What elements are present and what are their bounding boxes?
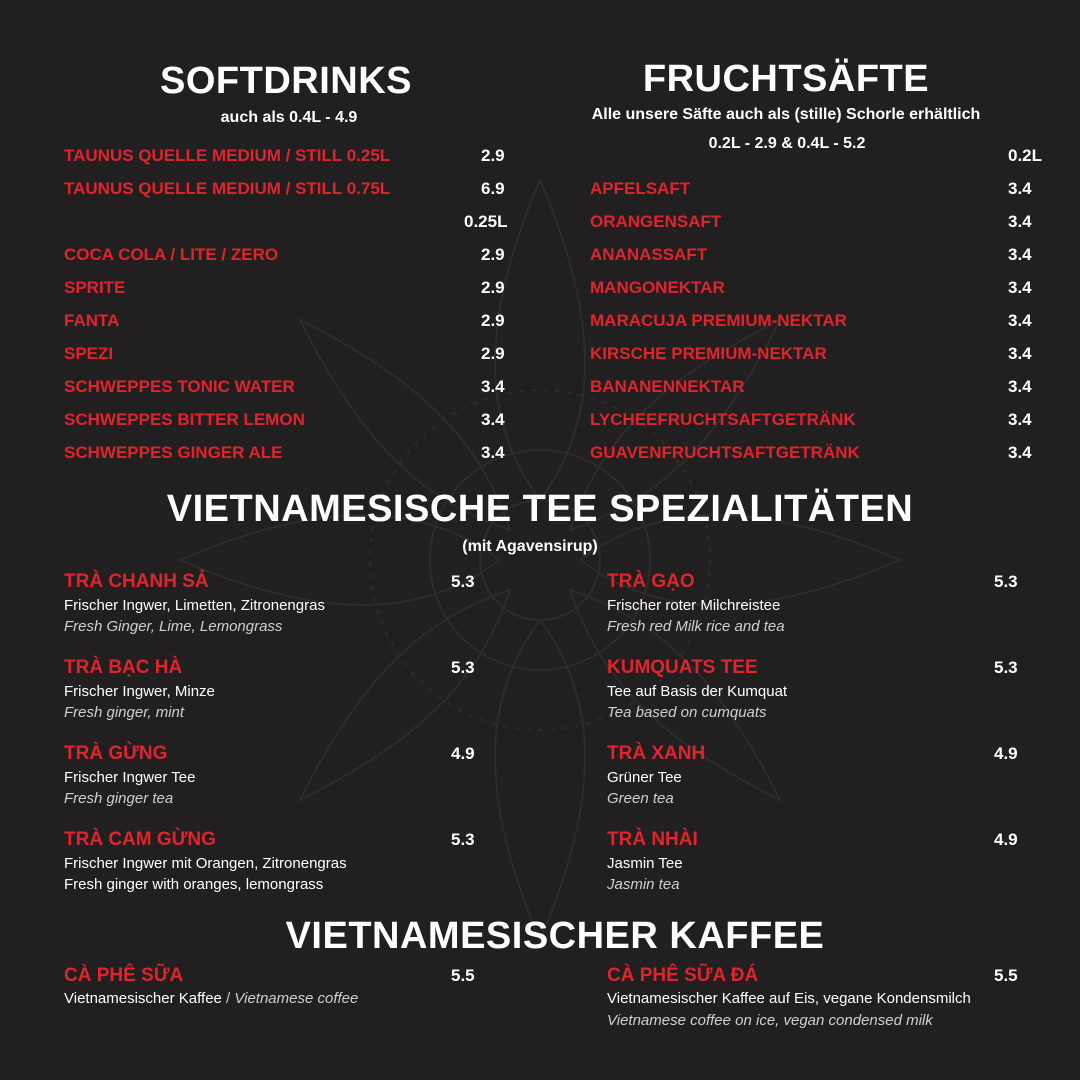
tea-description-de: Tee auf Basis der Kumquat xyxy=(607,683,788,700)
tea-name: TRÀ BẠC HÀ xyxy=(64,657,183,678)
juice-price: 3.4 xyxy=(1008,344,1032,363)
coffee-description-de: Vietnamesischer Kaffee xyxy=(64,990,222,1007)
juices-subtitle: Alle unsere Säfte auch als (stille) Schorle erhältlich xyxy=(591,106,981,123)
tea-description-de: Frischer Ingwer, Minze xyxy=(64,683,215,700)
softdrink-name: SCHWEPPES TONIC WATER xyxy=(64,377,295,396)
tea-description-en: Fresh red Milk rice and tea xyxy=(607,618,785,635)
softdrink-name: COCA COLA / LITE / ZERO xyxy=(64,245,279,264)
softdrink-price: 2.9 xyxy=(481,278,505,297)
juice-price: 3.4 xyxy=(1008,245,1032,264)
tea-name: TRÀ GẠO xyxy=(607,571,695,592)
juice-price: 3.4 xyxy=(1008,212,1032,231)
softdrink-price: 2.9 xyxy=(481,344,505,363)
softdrink-price: 2.9 xyxy=(481,311,505,330)
tea-name: TRÀ NHÀI xyxy=(607,829,698,850)
juice-price: 3.4 xyxy=(1008,377,1032,396)
softdrink-price: 3.4 xyxy=(481,443,505,462)
softdrinks-subtitle: auch als 0.4L - 4.9 xyxy=(220,109,358,126)
softdrink-price: 3.4 xyxy=(481,410,505,429)
coffee-description xyxy=(64,990,358,1008)
tea-description-de: Frischer Ingwer Tee xyxy=(64,769,196,786)
coffee-name: CÀ PHÊ SỮA ĐÁ xyxy=(607,965,759,986)
juice-price: 3.4 xyxy=(1008,443,1032,462)
softdrink-price: 2.9 xyxy=(481,146,505,165)
coffee-price: 5.5 xyxy=(994,966,1018,985)
softdrink-price: 6.9 xyxy=(481,179,505,198)
softdrink-price: 3.4 xyxy=(481,377,505,396)
tea-price: 5.3 xyxy=(451,658,475,677)
juice-name: BANANENNEKTAR xyxy=(590,377,745,396)
juices-title: FRUCHTSÄFTE xyxy=(642,58,930,100)
coffee-price: 5.5 xyxy=(451,966,475,985)
tea-price: 4.9 xyxy=(451,744,475,763)
tea-price: 4.9 xyxy=(994,830,1018,849)
juice-name: ORANGENSAFT xyxy=(590,212,722,231)
juice-name: KIRSCHE PREMIUM-NEKTAR xyxy=(590,344,827,363)
softdrink-name: SCHWEPPES BITTER LEMON xyxy=(64,410,305,429)
tea-name: TRÀ XANH xyxy=(607,743,706,764)
coffee-description-de: Vietnamesischer Kaffee auf Eis, vegane Kondensmilch xyxy=(607,990,971,1007)
tea-description-en: Jasmin tea xyxy=(607,876,680,893)
tea-name: TRÀ CHANH SẢ xyxy=(64,571,209,592)
tea-title: VIETNAMESISCHE TEE SPEZIALITÄTEN xyxy=(166,488,914,530)
tea-name: TRÀ GỪNG xyxy=(64,743,168,764)
coffee-description-en: Vietnamese coffee on ice, vegan condensed milk xyxy=(607,1012,933,1029)
coffee-title: VIETNAMESISCHER KAFFEE xyxy=(285,915,825,957)
tea-price: 5.3 xyxy=(994,572,1018,591)
tea-name: KUMQUATS TEE xyxy=(607,657,758,678)
softdrink-price: 2.9 xyxy=(481,245,505,264)
tea-description-en: Fresh Ginger, Lime, Lemongrass xyxy=(64,618,283,635)
juices-size-label: 0.2L xyxy=(1008,146,1043,165)
softdrinks-title: SOFTDRINKS xyxy=(160,60,412,102)
tea-description-en: Tea based on cumquats xyxy=(607,704,767,721)
juice-name: MARACUJA PREMIUM-NEKTAR xyxy=(590,311,847,330)
tea-description-de: Frischer Ingwer mit Orangen, Zitronengras xyxy=(64,855,347,872)
tea-subtitle: (mit Agavensirup) xyxy=(462,538,598,555)
tea-description-de: Jasmin Tee xyxy=(607,855,683,872)
tea-description-en: Fresh ginger tea xyxy=(64,790,174,807)
softdrink-name: SPRITE xyxy=(64,278,126,297)
softdrinks-size-label: 0.25L xyxy=(464,212,508,231)
juice-name: ANANASSAFT xyxy=(590,245,708,264)
softdrink-name: TAUNUS QUELLE MEDIUM / STILL 0.25L xyxy=(64,146,391,165)
coffee-name: CÀ PHÊ SỮA xyxy=(64,965,184,986)
tea-description-en: Fresh ginger, mint xyxy=(64,704,185,721)
tea-description-de: Grüner Tee xyxy=(607,769,682,786)
juice-price: 3.4 xyxy=(1008,179,1032,198)
juice-price: 3.4 xyxy=(1008,278,1032,297)
softdrink-name: FANTA xyxy=(64,311,120,330)
softdrink-name: TAUNUS QUELLE MEDIUM / STILL 0.75L xyxy=(64,179,391,198)
juice-name: MANGONEKTAR xyxy=(590,278,725,297)
coffee-description-en: Vietnamese coffee xyxy=(234,990,359,1007)
juices-sizes: 0.2L - 2.9 & 0.4L - 5.2 xyxy=(708,135,866,152)
juice-price: 3.4 xyxy=(1008,410,1032,429)
tea-name: TRÀ CAM GỪNG xyxy=(64,829,216,850)
softdrink-name: SCHWEPPES GINGER ALE xyxy=(64,443,283,462)
tea-price: 5.3 xyxy=(994,658,1018,677)
tea-price: 5.3 xyxy=(451,572,475,591)
tea-price: 4.9 xyxy=(994,744,1018,763)
description-separator: / xyxy=(221,990,235,1007)
juice-price: 3.4 xyxy=(1008,311,1032,330)
softdrink-name: SPEZI xyxy=(64,344,114,363)
tea-description-de: Frischer Ingwer, Limetten, Zitronengras xyxy=(64,597,325,614)
juice-name: APFELSAFT xyxy=(590,179,691,198)
tea-description-de: Frischer roter Milchreistee xyxy=(607,597,781,614)
tea-price: 5.3 xyxy=(451,830,475,849)
tea-description-en: Green tea xyxy=(607,790,674,807)
tea-description-en: Fresh ginger with oranges, lemongrass xyxy=(64,876,324,893)
juice-name: LYCHEEFRUCHTSAFTGETRÄNK xyxy=(590,410,856,429)
juice-name: GUAVENFRUCHTSAFTGETRÄNK xyxy=(590,443,860,462)
